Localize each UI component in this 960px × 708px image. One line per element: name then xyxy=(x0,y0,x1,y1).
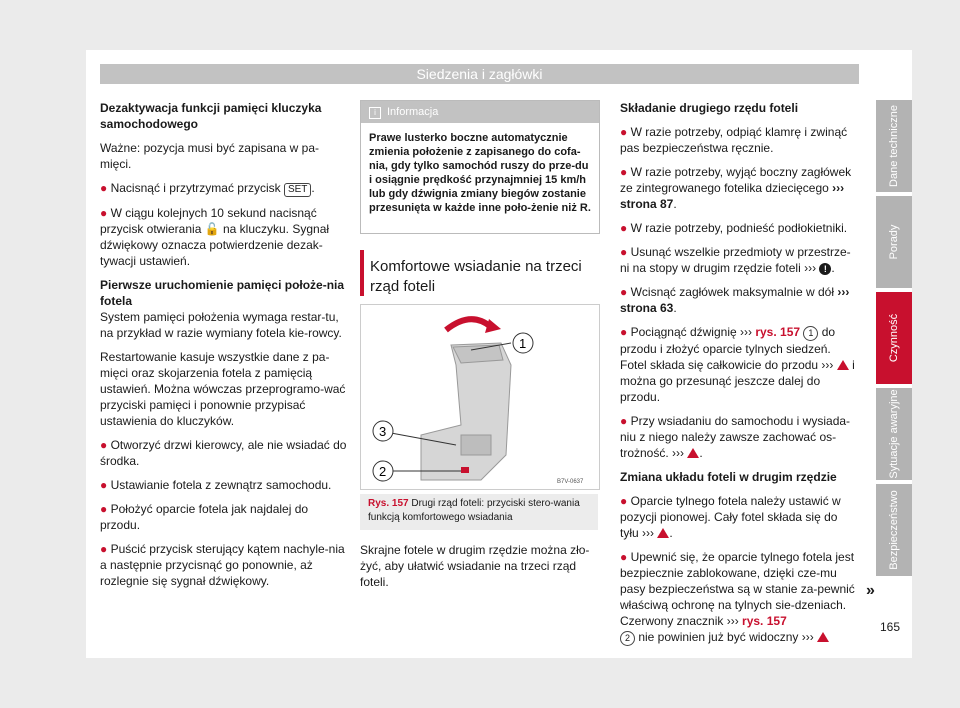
heading-first-start: Pierwsze uruchomienie pamięci położe-nia fotela xyxy=(100,278,345,308)
tab-technical-data[interactable]: Dane techniczne xyxy=(876,100,912,192)
page-link[interactable]: ››› strona 87 xyxy=(620,181,845,211)
list-item: ● Puścić przycisk sterujący kątem nachyle-nia a następnie przycisnąć go ponownie, aż rozlegnie się sygnał dźwiękowy. xyxy=(100,542,345,588)
list-item: ● Wcisnąć zagłówek maksymalnie w dół ››› strona 63. xyxy=(620,285,850,315)
figure-code: B7V-0637 xyxy=(557,479,584,485)
list-item: ● W razie potrzeby, podnieść podłokietniki. xyxy=(620,221,848,235)
tab-tips[interactable]: Porady xyxy=(876,196,912,288)
list-item: ● Położyć oparcie fotela jak najdalej do przodu. xyxy=(100,502,309,532)
figure-caption: Rys. 157 Drugi rząd foteli: przyciski stero-wania funkcją komfortowego wsiadania xyxy=(360,494,598,530)
column-middle-text xyxy=(360,542,598,598)
figure-link[interactable]: rys. 157 xyxy=(742,614,787,628)
set-key-icon: SET xyxy=(284,183,311,197)
figure-link[interactable]: rys. 157 xyxy=(755,325,801,339)
list-item: ● Oparcie tylnego fotela należy ustawić w pozycji pionowej. Cały fotel składa się do tyłu ››› . xyxy=(620,494,841,540)
list-item: ● Upewnić się, że oparcie tylnego fotela jest bezpiecznie zablokowane, dzięki cze-mu pasy bezpieczeństwa są w stanie za-pewnić właściwą ochronę na tylnych sie-dzeniach. Czerwony znacznik ››› rys. 157 2 nie powinien już być widoczny ››› xyxy=(620,550,855,644)
continue-arrow-icon: » xyxy=(866,582,875,599)
list-item: ● Usunąć wszelkie przedmioty w przestrze-ni na stopy w drugim rzędzie foteli ››› ! . xyxy=(620,245,851,275)
column-left xyxy=(100,100,348,597)
callout-badge: 2 xyxy=(620,631,635,646)
note-icon[interactable]: ! xyxy=(819,263,831,275)
heading-deactivation: Dezaktywacja funkcji pamięci kluczyka samochodowego xyxy=(100,101,322,131)
unlock-icon: 🔓 xyxy=(204,222,220,236)
paragraph: Ważne: pozycja musi być zapisana w pa-mięci. xyxy=(100,141,319,171)
page-number: 165 xyxy=(880,620,901,634)
callout-2: 2 xyxy=(379,464,387,479)
section-title: Komfortowe wsiadanie na trzeci rząd foteli xyxy=(370,258,582,295)
list-item: ● Nacisnąć i przytrzymać przycisk SET . xyxy=(100,181,315,195)
paragraph: Skrajne fotele w drugim rzędzie można zło-żyć, aby ułatwić wsiadanie na trzeci rząd foteli. xyxy=(360,543,590,589)
info-icon: i xyxy=(369,107,381,119)
callout-1: 1 xyxy=(519,336,527,351)
seat-illustration xyxy=(361,305,599,489)
warning-icon[interactable] xyxy=(817,632,829,642)
page-link[interactable]: ››› strona 63 xyxy=(620,285,850,315)
list-item: ● Ustawianie fotela z zewnątrz samochodu. xyxy=(100,478,332,492)
info-body: Prawe lusterko boczne automatycznie zmienia położenie z zapisanego do cofa-nia, gdy tylko samochód ruszy do prze-du i osiągnie prędkość przynajmniej 15 km/h lub gdy dźwignia zmiany biegów zostanie przesunięta w każde inne poło-żenie niż R. xyxy=(369,132,591,214)
tab-safety[interactable]: Bezpieczeństwo xyxy=(876,484,912,576)
column-right xyxy=(620,100,858,654)
info-box xyxy=(360,100,600,234)
page-header: Siedzenia i zagłówki xyxy=(100,64,859,84)
warning-icon[interactable] xyxy=(687,448,699,458)
list-item: ● W ciągu kolejnych 10 sekund nacisnąć przycisk otwierania 🔓 na kluczyku. Sygnał dźwiękowy oznacza potwierdzenie dezak-tywacji ustawień. xyxy=(100,206,330,268)
figure-seat-controls xyxy=(360,304,600,490)
info-header: i Informacja xyxy=(361,101,599,123)
tab-emergencies[interactable]: Sytuacje awaryjne xyxy=(876,388,912,480)
list-item: ● Pociągnąć dźwignię ››› rys. 157 1 do przodu i złożyć oparcie tylnych siedzeń. Fotel składa się całkowicie do przodu ››› i można go przesunąć jeszcze dalej do przodu. xyxy=(620,325,855,404)
list-item: ● Otworzyć drzwi kierowcy, ale nie wsiadać do środka. xyxy=(100,438,347,468)
paragraph: Restartowanie kasuje wszystkie dane z pa-mięci oraz skojarzenia fotela z pamięcią ustawień. Można wówczas przeprogramo-wać przyciski pamięci i ponownie przypisać ustawienia do kluczyków. xyxy=(100,350,346,428)
warning-icon[interactable] xyxy=(837,360,849,370)
list-item: ● W razie potrzeby, wyjąć boczny zagłówek ze zintegrowanego fotelika dziecięcego ››› strona 87. xyxy=(620,165,852,211)
heading-folding: Składanie drugiego rzędu foteli xyxy=(620,101,799,115)
list-item: ● W razie potrzeby, odpiąć klamrę i zwinąć pas bezpieczeństwa ręcznie. xyxy=(620,125,848,155)
list-item: ● Przy wsiadaniu do samochodu i wysiada-niu z niego należy zawsze zachować os-trożność. ››› . xyxy=(620,414,851,460)
tab-operation[interactable]: Czynność xyxy=(876,292,912,384)
paragraph: System pamięci położenia wymaga restar-tu, na przykład w razie wymiany fotela kie-rowcy. xyxy=(100,310,342,340)
callout-badge: 1 xyxy=(803,326,818,341)
heading-layout-change: Zmiana układu foteli w drugim rzędzie xyxy=(620,470,837,484)
warning-icon[interactable] xyxy=(657,528,669,538)
callout-3: 3 xyxy=(379,424,387,439)
